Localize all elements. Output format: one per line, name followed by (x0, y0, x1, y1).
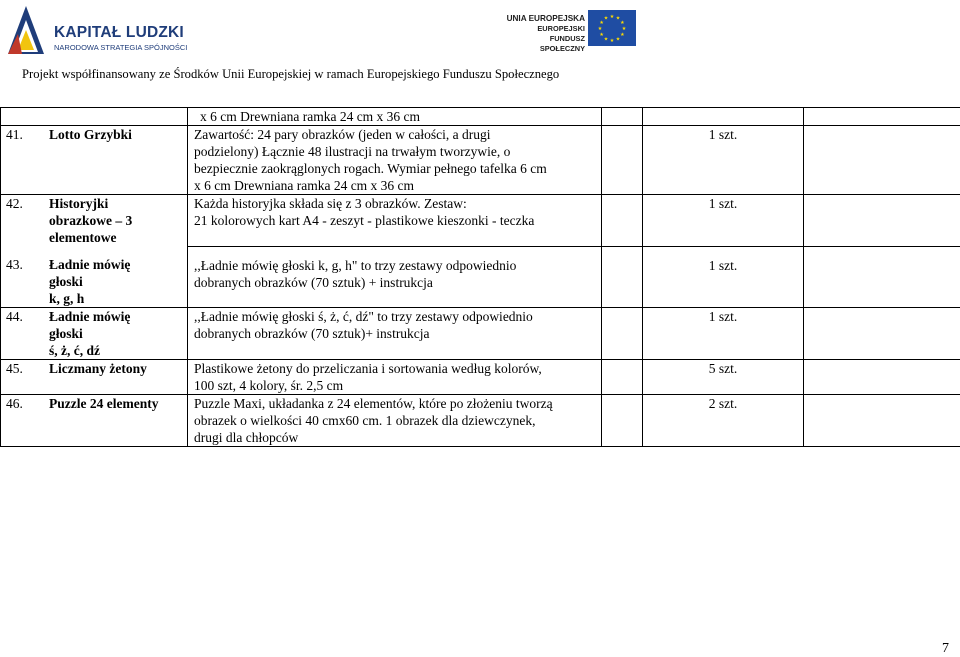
continuation-text: x 6 cm Drewniana ramka 24 cm x 36 cm (188, 108, 601, 125)
svg-text:★: ★ (610, 38, 615, 44)
item-name-cell (47, 360, 188, 395)
item-description-line: ,,Ładnie mówię głoski k, g, h" to trzy zestawy odpowiednio (194, 257, 591, 274)
item-description-line: obrazek o wielkości 40 cmx60 cm. 1 obrazek dla dziewczynek, (194, 412, 591, 429)
svg-text:★: ★ (604, 16, 609, 22)
item-name-cell (47, 126, 188, 195)
kapital-ludzki-logo (4, 4, 194, 58)
svg-text:★: ★ (604, 36, 609, 42)
svg-text:★: ★ (616, 36, 621, 42)
item-description-line: Zawartość: 24 pary obrazków (jeden w całości, a drugi (194, 126, 591, 143)
item-description-line: bezpiecznie zaokrąglonych rogach. Wymiar pełnego tafelka 6 cm (194, 160, 591, 177)
item-name-line: Ładnie mówię (49, 256, 187, 273)
table-row (1, 395, 960, 447)
item-quantity: 1 szt. (643, 126, 803, 143)
item-quantity-cell (643, 246, 804, 308)
table-row (1, 246, 960, 308)
svg-text:★: ★ (622, 26, 627, 32)
kapital-ludzki-emblem-icon (4, 4, 48, 58)
item-description-cell (188, 195, 602, 247)
item-description-line: x 6 cm Drewniana ramka 24 cm x 36 cm (194, 177, 591, 194)
item-name-cell (47, 308, 188, 360)
item-quantity: 1 szt. (643, 308, 803, 325)
item-description-line: dobranych obrazków (70 sztuk) + instrukcja (194, 274, 591, 291)
item-number: 41. (1, 126, 47, 143)
logo-title: KAPITAŁ LUDZKI (54, 24, 184, 42)
svg-text:★: ★ (610, 14, 615, 20)
eu-line-1: UNIA EUROPEJSKA (503, 14, 585, 24)
item-name-cell (47, 395, 188, 447)
eu-line-2: EUROPEJSKI (503, 24, 585, 34)
item-name-line: ś, ż, ć, dź (49, 342, 187, 359)
item-number: 42. (1, 195, 47, 212)
item-description-line: Plastikowe żetony do przeliczania i sortowania według kolorów, (194, 360, 591, 377)
item-name-line: Historyjki (49, 195, 187, 212)
svg-text:★: ★ (599, 32, 604, 38)
item-number: 44. (1, 308, 47, 325)
table-row (1, 108, 960, 126)
item-name-line: Ładnie mówię (49, 308, 187, 325)
item-number-cell (1, 308, 48, 360)
item-name-line: Lotto Grzybki (49, 126, 187, 143)
item-name-line: Puzzle 24 elementy (49, 395, 187, 412)
project-funding-line: Projekt współfinansowany ze Środków Unii Europejskiej w ramach Europejskiego Funduszu Społecznego (22, 67, 559, 82)
item-name-line: obrazkowe – 3 (49, 212, 187, 229)
item-description-line: 21 kolorowych kart A4 - zeszyt - plastikowe kieszonki - teczka (194, 212, 591, 229)
item-description-line: ,,Ładnie mówię głoski ś, ż, ć, dź" to trzy zestawy odpowiednio (194, 308, 591, 325)
eu-flag-icon (588, 10, 636, 46)
item-name-cell (47, 195, 188, 247)
item-description-cell (188, 395, 602, 447)
table-row (1, 308, 960, 360)
table-row (1, 126, 960, 195)
item-description-cell (188, 308, 602, 360)
item-description-cell (188, 360, 602, 395)
item-name-line: głoski (49, 325, 187, 342)
eu-logo-text (503, 14, 585, 54)
item-number-cell (1, 395, 48, 447)
eu-line-3: FUNDUSZ SPOŁECZNY (503, 34, 585, 54)
item-number: 46. (1, 395, 47, 412)
item-description-line: drugi dla chłopców (194, 429, 591, 446)
svg-text:★: ★ (599, 20, 604, 26)
item-number-cell (1, 195, 48, 247)
item-description-line: Każda historyjka składa się z 3 obrazków. Zestaw: (194, 195, 591, 212)
item-description-line: Puzzle Maxi, układanka z 24 elementów, które po złożeniu tworzą (194, 395, 591, 412)
item-description-line: 100 szt, 4 kolory, śr. 2,5 cm (194, 377, 591, 394)
item-description-line: podzielony) Łącznie 48 ilustracji na trwałym tworzywie, o (194, 143, 591, 160)
table-row (1, 195, 960, 247)
item-number-cell (1, 360, 48, 395)
item-name-line: głoski (49, 273, 187, 290)
svg-text:★: ★ (620, 20, 625, 26)
table-row (1, 360, 960, 395)
item-name-line: elementowe (49, 229, 187, 246)
page-header (0, 0, 960, 90)
item-quantity-cell (643, 126, 804, 195)
item-number: 43. (1, 256, 47, 273)
item-name-line: Liczmany żetony (49, 360, 187, 377)
item-description-cell (188, 126, 602, 195)
item-quantity-cell (643, 308, 804, 360)
item-quantity-cell (643, 360, 804, 395)
item-quantity-cell (643, 195, 804, 247)
item-number-cell (1, 246, 48, 308)
item-name-line: k, g, h (49, 290, 187, 307)
items-table (0, 107, 960, 447)
item-quantity: 5 szt. (643, 360, 803, 377)
item-name-cell (47, 246, 188, 308)
item-description-line: dobranych obrazków (70 sztuk)+ instrukcja (194, 325, 591, 342)
svg-text:★: ★ (616, 16, 621, 22)
svg-text:★: ★ (598, 26, 603, 32)
item-number: 45. (1, 360, 47, 377)
item-quantity: 1 szt. (643, 195, 803, 212)
svg-text:★: ★ (620, 32, 625, 38)
item-quantity-cell (643, 395, 804, 447)
logo-subtitle: NARODOWA STRATEGIA SPÓJNOŚCI (54, 43, 187, 52)
item-quantity: 2 szt. (643, 395, 803, 412)
item-number-cell (1, 126, 48, 195)
item-quantity: 1 szt. (643, 257, 803, 274)
item-description-cell (188, 246, 602, 308)
page-number: 7 (942, 641, 949, 657)
